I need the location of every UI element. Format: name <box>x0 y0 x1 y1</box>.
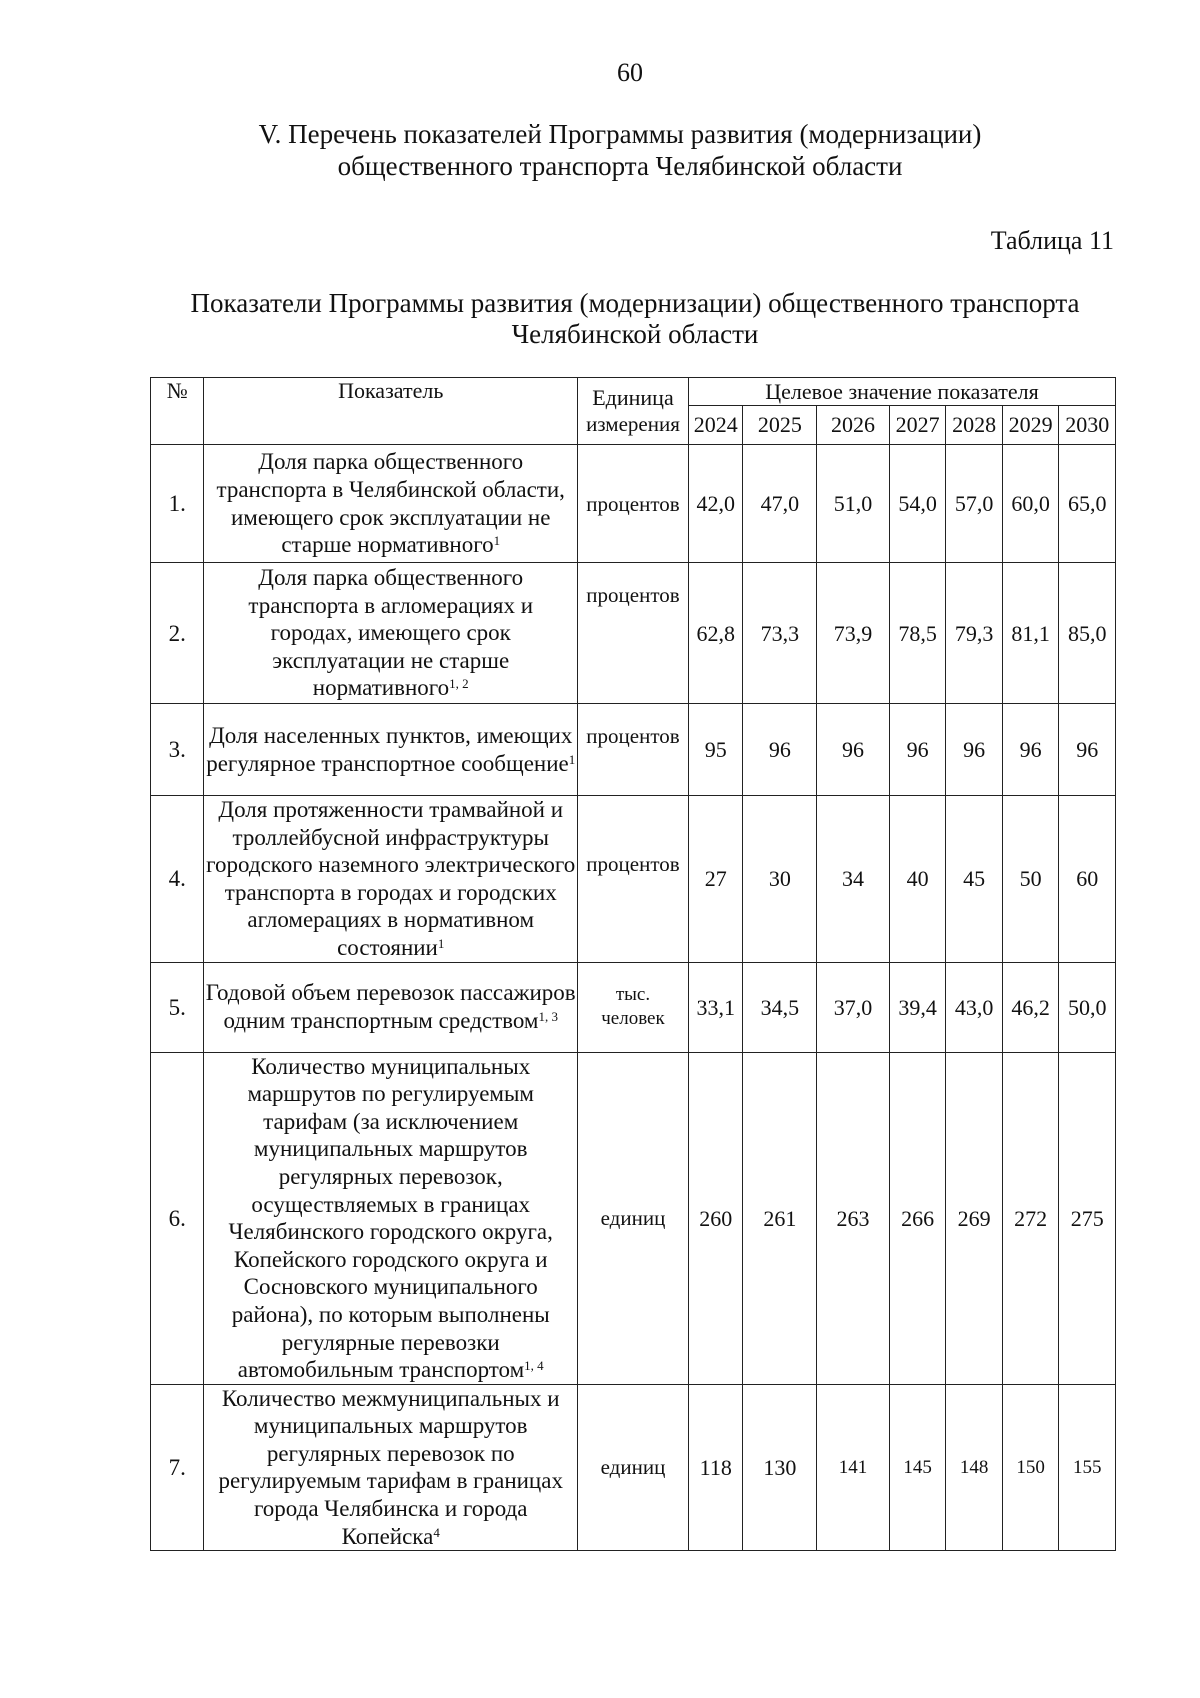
value-cell: 57,0 <box>946 445 1003 563</box>
table-row <box>151 445 1116 563</box>
value-cell: 54,0 <box>889 445 946 563</box>
header-year: 2025 <box>743 406 817 445</box>
header-target: Целевое значение показателя <box>688 378 1115 406</box>
indicator-cell <box>204 563 577 704</box>
value-cell: 145 <box>889 1384 946 1551</box>
unit-cell: единиц <box>577 1384 688 1551</box>
table-row <box>151 563 1116 704</box>
indicators-table <box>150 377 1116 1551</box>
indicator-text: Количество муниципальных маршрутов по регулируемым тарифам (за исключением муниципальных маршрутов регулярных перевозок, осуществляемых в границах Челябинского городского округа, Копейского городского округа и Сосновского муниципального района), по которым выполнены регулярные перевозки автомобильным транспортом <box>228 1053 553 1383</box>
indicator-text: Доля парка общественного транспорта в Челябинской области, имеющего срок эксплуатации не старше нормативного <box>216 449 565 558</box>
indicator-cell <box>204 962 577 1052</box>
footnote-ref: 1, 4 <box>524 1358 544 1374</box>
unit-cell: процентов <box>577 563 688 704</box>
value-cell: 34,5 <box>743 962 817 1052</box>
indicator-cell <box>204 1052 577 1384</box>
value-cell: 96 <box>946 704 1003 796</box>
header-year: 2028 <box>946 406 1003 445</box>
value-cell: 50 <box>1002 796 1059 963</box>
unit-line1: тыс. <box>615 984 651 1006</box>
indicator-text: Количество межмуниципальных и муниципальных маршрутов регулярных перевозок по регулируемым тарифам в границах города Челябинска и города Копейска <box>218 1385 563 1549</box>
value-cell: 45 <box>946 796 1003 963</box>
indicator-text: Годовой объем перевозок пассажиров одним транспортным средством <box>205 980 576 1034</box>
indicator-text: Доля населенных пунктов, имеющих регулярное транспортное сообщение <box>206 722 573 776</box>
header-unit-line1: Единица <box>592 385 674 410</box>
unit-line2: человек <box>601 1008 665 1030</box>
header-year: 2030 <box>1059 406 1116 445</box>
value-cell: 275 <box>1059 1052 1116 1384</box>
row-number: 4. <box>151 796 204 963</box>
value-cell: 42,0 <box>688 445 743 563</box>
value-cell: 34 <box>817 796 890 963</box>
value-cell: 155 <box>1059 1384 1116 1551</box>
value-cell: 96 <box>817 704 890 796</box>
value-cell: 46,2 <box>1002 962 1059 1052</box>
value-cell: 269 <box>946 1052 1003 1384</box>
header-unit-line2: измерения <box>586 412 680 436</box>
value-cell: 148 <box>946 1384 1003 1551</box>
value-cell: 96 <box>743 704 817 796</box>
value-cell: 60 <box>1059 796 1116 963</box>
value-cell: 50,0 <box>1059 962 1116 1052</box>
table-label: Таблица 11 <box>990 226 1114 255</box>
value-cell: 65,0 <box>1059 445 1116 563</box>
table-caption-line1: Показатели Программы развития (модернизации) общественного транспорта <box>190 288 1080 318</box>
footnote-ref: 1 <box>493 533 501 549</box>
row-number: 3. <box>151 704 204 796</box>
value-cell: 272 <box>1002 1052 1059 1384</box>
value-cell: 96 <box>889 704 946 796</box>
indicator-cell <box>204 796 577 963</box>
value-cell: 141 <box>817 1384 890 1551</box>
value-cell: 73,3 <box>743 563 817 704</box>
value-cell: 85,0 <box>1059 563 1116 704</box>
footnote-ref: 4 <box>433 1524 440 1540</box>
value-cell: 40 <box>889 796 946 963</box>
value-cell: 43,0 <box>946 962 1003 1052</box>
value-cell: 79,3 <box>946 563 1003 704</box>
footnote-ref: 1 <box>437 935 445 951</box>
value-cell: 130 <box>743 1384 817 1551</box>
unit-cell: процентов <box>577 704 688 796</box>
value-cell: 51,0 <box>817 445 890 563</box>
section-title <box>180 118 1060 182</box>
value-cell: 81,1 <box>1002 563 1059 704</box>
table-row <box>151 704 1116 796</box>
value-cell: 260 <box>688 1052 743 1384</box>
indicator-cell <box>204 445 577 563</box>
indicator-text: Доля протяженности трамвайной и троллейбусной инфраструктуры городского наземного электрического транспорта в городах и городских агломерациях в нормативном состоянии <box>206 797 576 960</box>
value-cell: 39,4 <box>889 962 946 1052</box>
value-cell: 266 <box>889 1052 946 1384</box>
value-cell: 95 <box>688 704 743 796</box>
table-row <box>151 962 1116 1052</box>
value-cell: 60,0 <box>1002 445 1059 563</box>
header-indicator: Показатель <box>204 378 577 445</box>
value-cell: 261 <box>743 1052 817 1384</box>
header-year: 2029 <box>1002 406 1059 445</box>
table-row <box>151 1384 1116 1551</box>
row-number: 2. <box>151 563 204 704</box>
header-year: 2027 <box>889 406 946 445</box>
footnote-ref: 1, 3 <box>538 1009 558 1025</box>
row-number: 7. <box>151 1384 204 1551</box>
row-number: 1. <box>151 445 204 563</box>
indicator-cell <box>204 704 577 796</box>
value-cell: 96 <box>1059 704 1116 796</box>
header-num: № <box>151 378 204 445</box>
section-title-line1: V. Перечень показателей Программы развития (модернизации) <box>258 119 982 149</box>
header-year: 2024 <box>688 406 743 445</box>
value-cell: 263 <box>817 1052 890 1384</box>
value-cell: 37,0 <box>817 962 890 1052</box>
table-caption-line2: Челябинской области <box>511 319 759 349</box>
unit-cell: единиц <box>577 1052 688 1384</box>
value-cell: 62,8 <box>688 563 743 704</box>
value-cell: 33,1 <box>688 962 743 1052</box>
header-year: 2026 <box>817 406 890 445</box>
row-number: 6. <box>151 1052 204 1384</box>
footnote-ref: 1, 2 <box>449 676 469 692</box>
header-unit <box>577 378 688 445</box>
value-cell: 96 <box>1002 704 1059 796</box>
value-cell: 30 <box>743 796 817 963</box>
section-title-line2: общественного транспорта Челябинской области <box>337 151 903 181</box>
table-caption <box>140 288 1130 350</box>
page-number: 60 <box>617 58 643 87</box>
unit-cell: процентов <box>577 796 688 963</box>
value-cell: 47,0 <box>743 445 817 563</box>
unit-cell: процентов <box>577 445 688 563</box>
indicator-cell <box>204 1384 577 1551</box>
indicator-text: Доля парка общественного транспорта в агломерациях и городах, имеющего срок эксплуатации не старше нормативного <box>248 565 534 701</box>
value-cell: 78,5 <box>889 563 946 704</box>
unit-cell <box>577 962 688 1052</box>
value-cell: 150 <box>1002 1384 1059 1551</box>
value-cell: 118 <box>688 1384 743 1551</box>
footnote-ref: 1 <box>568 751 576 767</box>
table-row <box>151 1052 1116 1384</box>
row-number: 5. <box>151 962 204 1052</box>
table-row <box>151 796 1116 963</box>
value-cell: 27 <box>688 796 743 963</box>
value-cell: 73,9 <box>817 563 890 704</box>
